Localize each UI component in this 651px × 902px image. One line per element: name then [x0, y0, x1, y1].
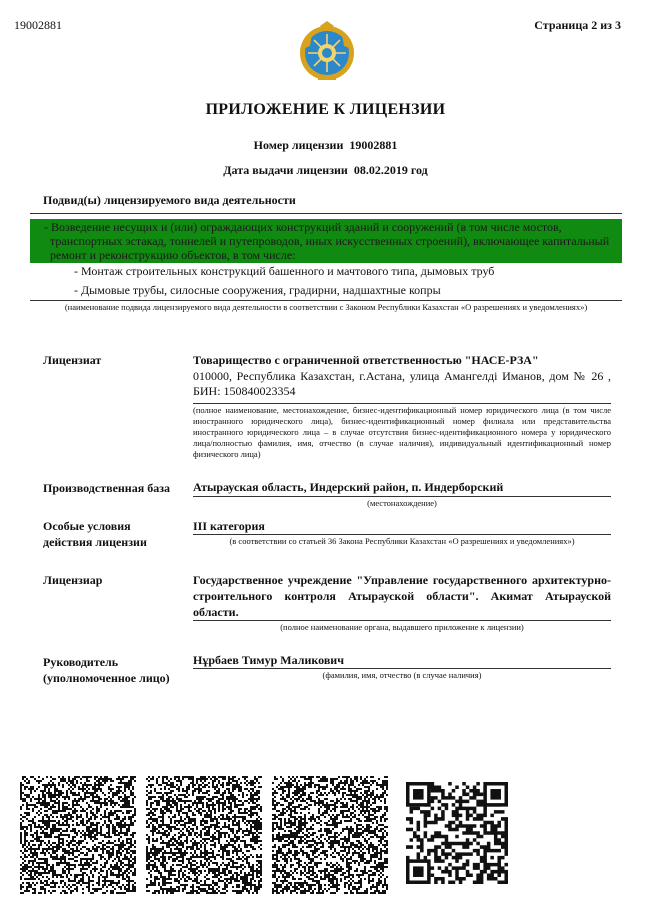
licensee-name: Товарищество с ограниченной ответственностью "НАСЕ-РЗА"	[193, 353, 539, 367]
barcode-block-1	[20, 776, 136, 894]
divider	[193, 403, 611, 404]
document-number: 19002881	[14, 18, 62, 32]
subtype-note: (наименование подвида лицензируемого вида деятельности в соответствии с Законом Республики Казахстан «О разрешениях и уведомлениях»)	[64, 302, 588, 312]
divider	[193, 620, 611, 621]
licensor-note: (полное наименование органа, выдавшего приложение к лицензии)	[280, 622, 524, 632]
production-base-label: Производственная база	[43, 481, 171, 495]
licensee-address: 010000, Республика Казахстан, г.Астана, улица Амангелді Иманов, дом № 26 , БИН: 150840023354	[193, 369, 611, 398]
production-base-value: Атырауская область, Индерский район, п. Индерборский	[193, 480, 504, 494]
subtype-main-item: - Возведение несущих и (или) ограждающих конструкций зданий и сооружений (в том числе мостов, транспортных эстакад, тоннелей и путепроводов, иных искусственных строений), включающее капитальный ремонт и реконструкцию объектов, в том числе:	[44, 220, 610, 262]
licensee-label: Лицензиат	[43, 353, 102, 367]
subtype-sub-item: - Монтаж строительных конструкций башенного и мачтового типа, дымовых труб	[74, 264, 495, 278]
divider	[30, 213, 622, 214]
license-number-value: 19002881	[349, 138, 398, 152]
licensor-value: Государственное учреждение "Управление государственного архитектурно-строительного контроля Атырауской области". Акимат Атырауской области.	[193, 573, 611, 619]
licensor-label: Лицензиар	[43, 573, 103, 587]
subtype-sub-item: - Дымовые трубы, силосные сооружения, градирни, надшахтные копры	[74, 283, 441, 297]
divider	[193, 534, 611, 535]
special-conditions-note: (в соответствии со статьей 36 Закона Республики Казахстан «О разрешениях и уведомлениях»)	[229, 536, 575, 546]
subtype-heading: Подвид(ы) лицензируемого вида деятельности	[43, 193, 296, 207]
license-number-label: Номер лицензии	[253, 138, 344, 152]
production-base-note: (местонахождение)	[367, 498, 437, 508]
license-date-line	[0, 163, 651, 178]
page-indicator: Страница 2 из 3	[534, 18, 621, 32]
state-emblem	[296, 20, 358, 82]
special-conditions-value: III категория	[193, 519, 265, 533]
licensee-note: (полное наименование, местонахождение, бизнес-идентификационный номер юридического лица (в том числе иностранного юридического лица), бизнес-идентификационный номер филиала или представительства иностранного юридического лица – в случае отсутствия бизнес-идентификационного номера у юридического лица/полностью фамилия, имя, отчество (в случае наличия), индивидуальный идентификационный номер физического лица)	[193, 405, 611, 459]
subtype-main-item-text: Возведение несущих и (или) ограждающих конструкций зданий и сооружений (в том числе мостов, транспортных эстакад, тоннелей и путепроводов, иных искусственных строений), включающее капитальный ремонт и реконструкцию объектов, в том числе:	[50, 220, 610, 262]
license-number-line	[0, 138, 651, 153]
divider	[30, 300, 622, 301]
license-date-label: Дата выдачи лицензии	[223, 163, 348, 177]
document-title: ПРИЛОЖЕНИЕ К ЛИЦЕНЗИИ	[205, 101, 446, 118]
head-value: Нұрбаев Тимур Маликович	[193, 653, 344, 667]
divider	[193, 496, 611, 497]
divider	[193, 668, 611, 669]
barcode-block-2	[146, 776, 262, 894]
head-label: Руководитель (уполномоченное лицо)	[43, 655, 170, 685]
special-conditions-label: Особые условия действия лицензии	[43, 519, 147, 549]
qr-code	[406, 782, 508, 884]
head-note: (фамилия, имя, отчество (в случае наличия)	[322, 670, 482, 680]
license-date-value: 08.02.2019 год	[353, 163, 428, 177]
barcode-block-3	[272, 776, 388, 894]
